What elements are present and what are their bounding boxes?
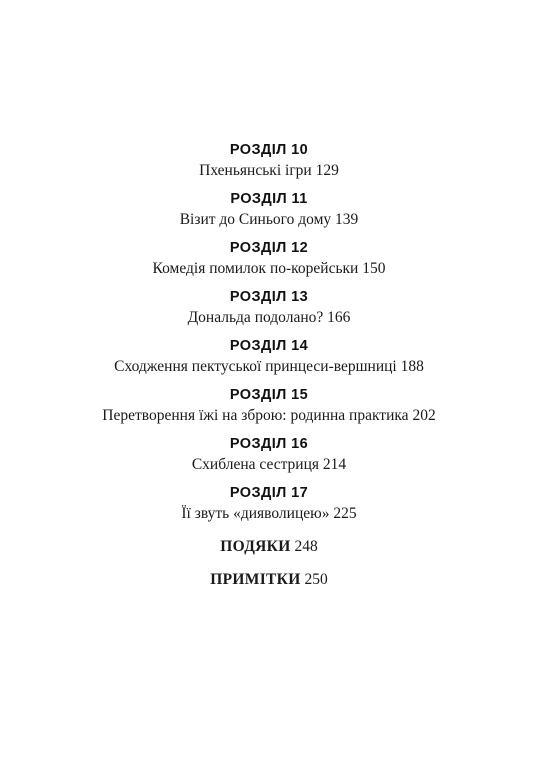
page-number: 166 (327, 309, 351, 326)
chapter-title: Її звуть «дияволицею» (181, 505, 330, 522)
backmatter-label: ПОДЯКИ (220, 538, 291, 555)
chapter-title-line (0, 307, 538, 328)
page-number: 250 (304, 571, 328, 588)
chapter-title: Схиблена сестриця (191, 456, 320, 473)
table-of-contents (0, 140, 538, 590)
chapter-title: Комедія помилок по-корейськи (152, 260, 359, 277)
toc-entry-chapter-12 (0, 238, 538, 279)
chapter-title-line (0, 405, 538, 426)
chapter-heading: РОЗДІЛ 17 (229, 485, 309, 501)
chapter-heading: РОЗДІЛ 13 (229, 289, 309, 305)
chapter-title: Перетворення їжі на зброю: родинна практика (102, 407, 409, 424)
toc-entry-chapter-15 (0, 385, 538, 426)
chapter-title-line (0, 454, 538, 475)
page-number: 150 (362, 260, 386, 277)
chapter-title: Сходження пектуської принцеси-вершниці (114, 358, 397, 375)
chapter-title-line (0, 209, 538, 230)
toc-entry-chapter-16 (0, 434, 538, 475)
page-number: 188 (400, 358, 424, 375)
page-number: 139 (335, 211, 359, 228)
page-number: 225 (333, 505, 357, 522)
chapter-heading: РОЗДІЛ 14 (229, 338, 309, 354)
chapter-title-line (0, 258, 538, 279)
toc-entry-chapter-17 (0, 483, 538, 524)
page-number: 202 (412, 407, 436, 424)
chapter-title: Дональда подолано? (187, 309, 324, 326)
chapter-title-line (0, 503, 538, 524)
toc-entry-notes (0, 569, 538, 590)
page-number: 214 (322, 456, 347, 473)
chapter-title-line (0, 160, 538, 181)
chapter-title-line (0, 356, 538, 377)
chapter-heading: РОЗДІЛ 11 (230, 191, 308, 207)
toc-entry-chapter-11 (0, 189, 538, 230)
toc-entry-acknowledgements (0, 536, 538, 557)
chapter-heading: РОЗДІЛ 10 (229, 142, 309, 158)
backmatter-label: ПРИМІТКИ (210, 571, 301, 588)
chapter-heading: РОЗДІЛ 12 (229, 240, 309, 256)
toc-entry-chapter-13 (0, 287, 538, 328)
page-number: 129 (315, 162, 339, 179)
chapter-heading: РОЗДІЛ 16 (229, 436, 309, 452)
toc-entry-chapter-10 (0, 140, 538, 181)
toc-entry-chapter-14 (0, 336, 538, 377)
page-number: 248 (294, 538, 318, 555)
chapter-title: Пхеньянські ігри (199, 162, 312, 179)
chapter-heading: РОЗДІЛ 15 (229, 387, 309, 403)
chapter-title: Візит до Синього дому (179, 211, 332, 228)
